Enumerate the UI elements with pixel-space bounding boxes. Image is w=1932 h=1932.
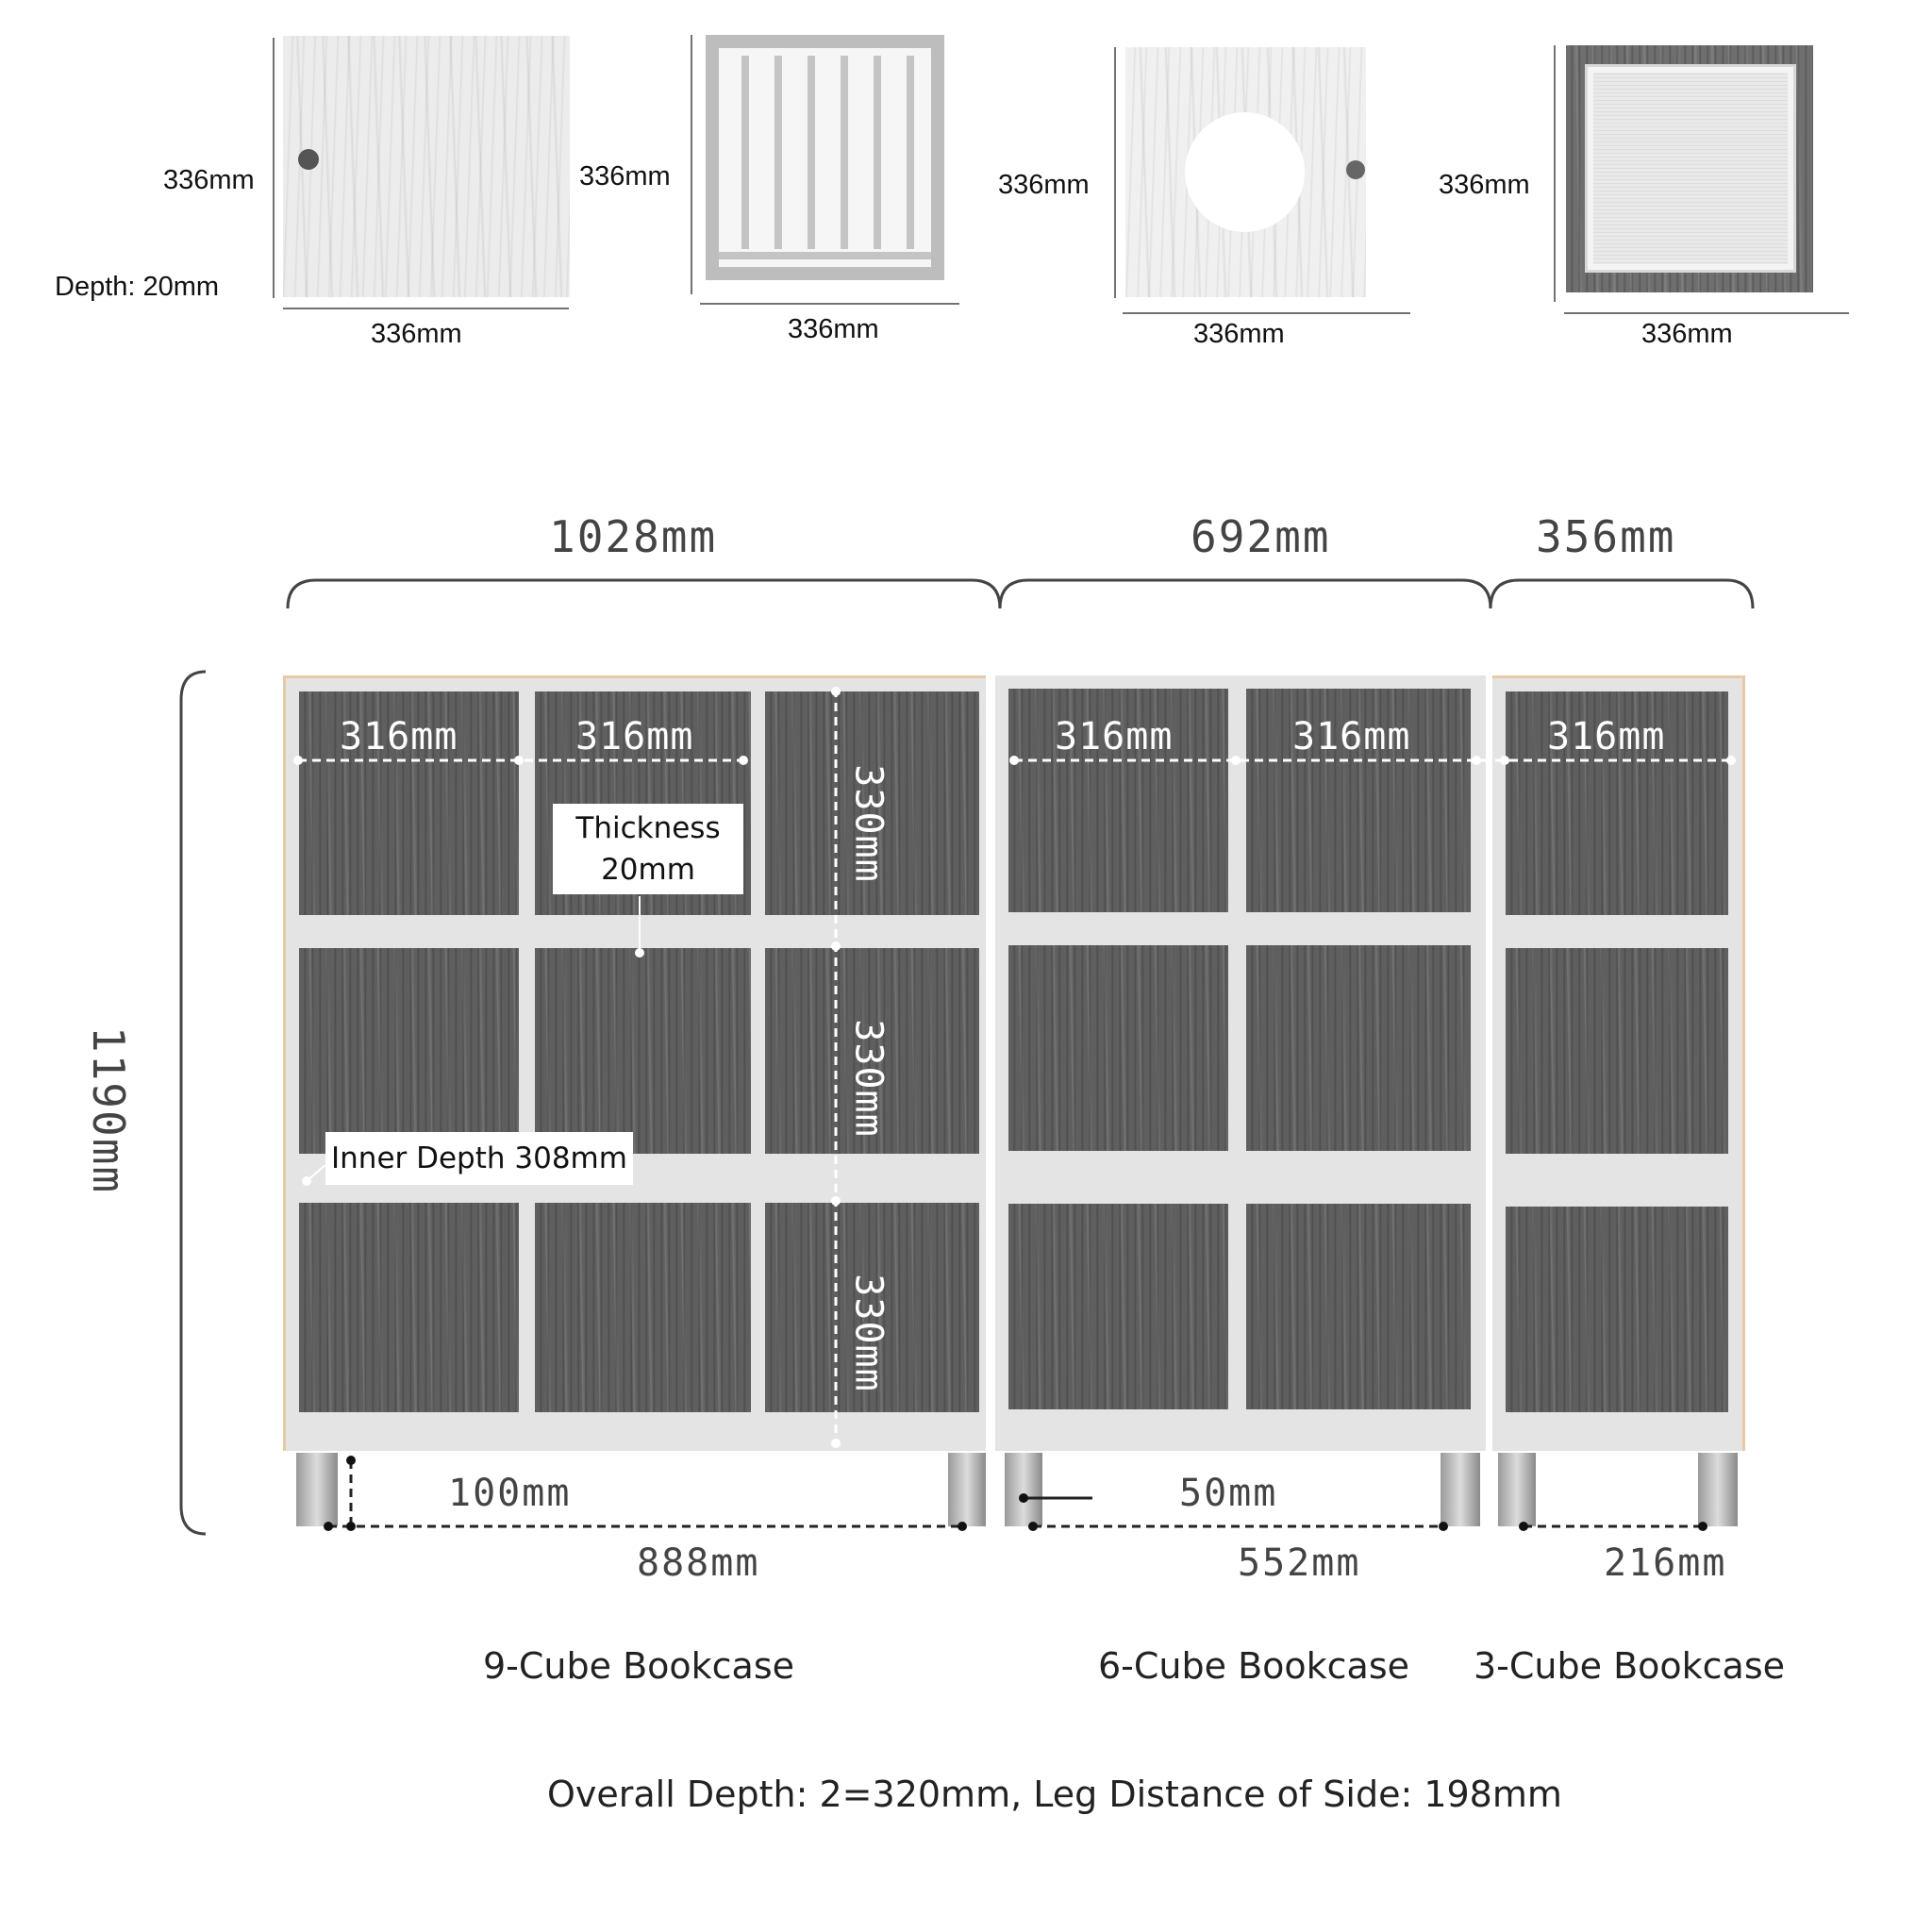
six-cube-caption: 6-Cube Bookcase — [1098, 1645, 1410, 1687]
compartment-width-label: 316mm — [1055, 715, 1174, 758]
nine-cube-caption: 9-Cube Bookcase — [483, 1645, 795, 1687]
plain-door-height-label: 336mm — [163, 165, 255, 195]
leg-offset-label: 50mm — [1179, 1472, 1278, 1515]
compartment-width-label: 316mm — [340, 715, 458, 758]
nine-cube-width-label: 1028mm — [549, 511, 718, 562]
compartment-height-label: 330mm — [846, 1019, 891, 1138]
plain-door-width-label: 336mm — [371, 319, 462, 349]
three-cube-caption: 3-Cube Bookcase — [1474, 1645, 1786, 1687]
slatted-door-height-label: 336mm — [579, 161, 671, 192]
slatted-door-width-label: 336mm — [788, 314, 879, 344]
thickness-value: 20mm — [601, 853, 695, 887]
plain-door-depth-label: Depth: 20mm — [55, 272, 220, 302]
six-cube-width-label: 692mm — [1191, 511, 1331, 562]
thickness-label: Thickness — [575, 811, 721, 845]
rattan-door-height-label: 336mm — [1439, 170, 1530, 200]
inner-depth-callout: Inner Depth 308mm — [325, 1132, 633, 1185]
compartment-height-label: 330mm — [846, 764, 891, 883]
three-cube-leg-span-label: 216mm — [1604, 1541, 1727, 1585]
circle-door-width-label: 336mm — [1193, 319, 1285, 349]
three-cube-width-label: 356mm — [1536, 511, 1676, 562]
overall-depth-note: Overall Depth: 2=320mm, Leg Distance of Side: 198mm — [547, 1774, 1562, 1815]
thickness-callout — [553, 804, 743, 894]
total-height-label: 1190mm — [83, 1025, 135, 1195]
circle-door-height-label: 336mm — [998, 170, 1090, 200]
six-cube-leg-span-label: 552mm — [1238, 1541, 1361, 1585]
compartment-height-label: 330mm — [846, 1274, 891, 1392]
nine-cube-leg-span-label: 888mm — [637, 1541, 760, 1585]
compartment-width-label: 316mm — [1547, 715, 1666, 758]
compartment-width-label: 316mm — [575, 715, 694, 758]
rattan-door-width-label: 336mm — [1641, 319, 1733, 349]
leg-height-label: 100mm — [448, 1472, 572, 1515]
compartment-width-label: 316mm — [1292, 715, 1411, 758]
